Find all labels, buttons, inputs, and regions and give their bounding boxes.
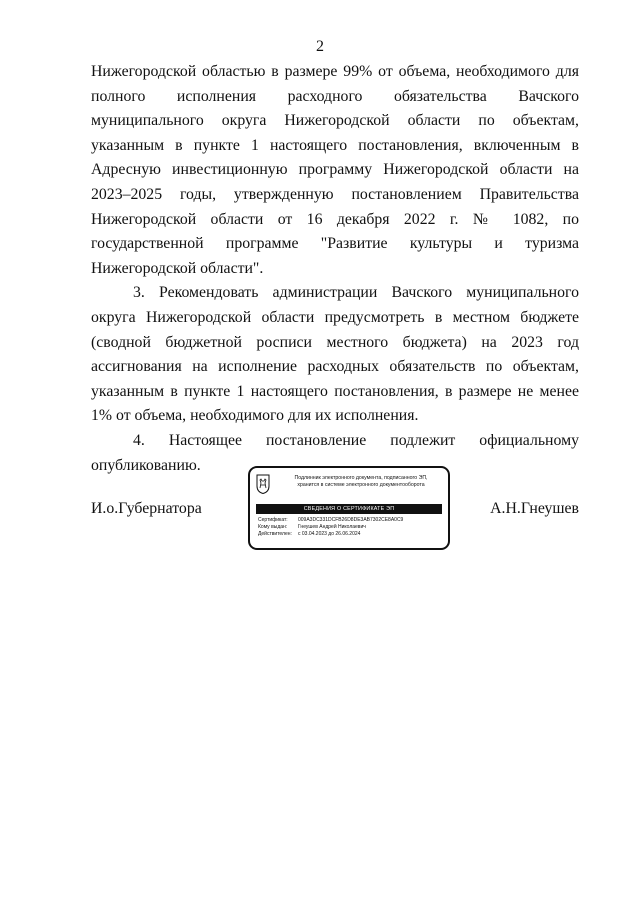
stamp-header-line-1: Подлинник электронного документа, подписанного ЭП, [294,475,428,481]
paragraph-item-3: 3. Рекомендовать администрации Вачского муниципального округа Нижегородской области предусмотреть в местном бюджете (сводной бюджетной росписи местного бюджета) на 2023 год ассигнования на исполнение расходных обязательств по объектам, указанным в пункте 1 настоящего постановления, в размере не менее 1% от объема, необходимого для их исполнения. [91,284,579,425]
issued-to-label: Кому выдан: [258,524,288,530]
electronic-signature-stamp [248,466,450,550]
document-body [91,60,579,478]
page-number: 2 [316,38,324,55]
stamp-title-bar: СВЕДЕНИЯ О СЕРТИФИКАТЕ ЭП [256,504,442,514]
issued-to-row [258,524,444,531]
nizhny-novgorod-deer-emblem-icon [256,474,270,494]
certificate-row [258,517,444,524]
stamp-header-line-2: хранится в системе электронного документооборота [297,481,425,488]
paragraph-item-4: 4. Настоящее постановление подлежит официальному опубликованию. [91,431,579,474]
certificate-label: Сертификат: [258,517,288,523]
validity-row [258,531,444,538]
stamp-details [258,517,444,538]
stamp-header [276,475,446,488]
signer-position: И.о.Губернатора [91,500,202,517]
certificate-value: 009A3DC331DCFB26D8DE3AB7302CE8A0C9 [298,517,404,523]
issued-to-value: Гнеушев Андрей Николаевич [298,524,366,530]
paragraph-continuation: Нижегородской областью в размере 99% от объема, необходимого для полного исполнения расходного обязательства Вачского муниципального округа Нижегородской области по объектам, указанным в пункте 1 настоящего постановления, включенным в Адресную инвестиционную программу Нижегородской области на 2023–2025 годы, утвержденную постановлением Правительства Нижегородской области от 16 декабря 2022 г. № 1082, по государственной программе "Развитие культуры и туризма Нижегородской области". [91,63,579,277]
signer-name: А.Н.Гнеушев [490,500,579,517]
validity-value: с 03.04.2023 до 26.06.2024 [298,531,361,537]
validity-label: Действителен: [258,531,292,537]
